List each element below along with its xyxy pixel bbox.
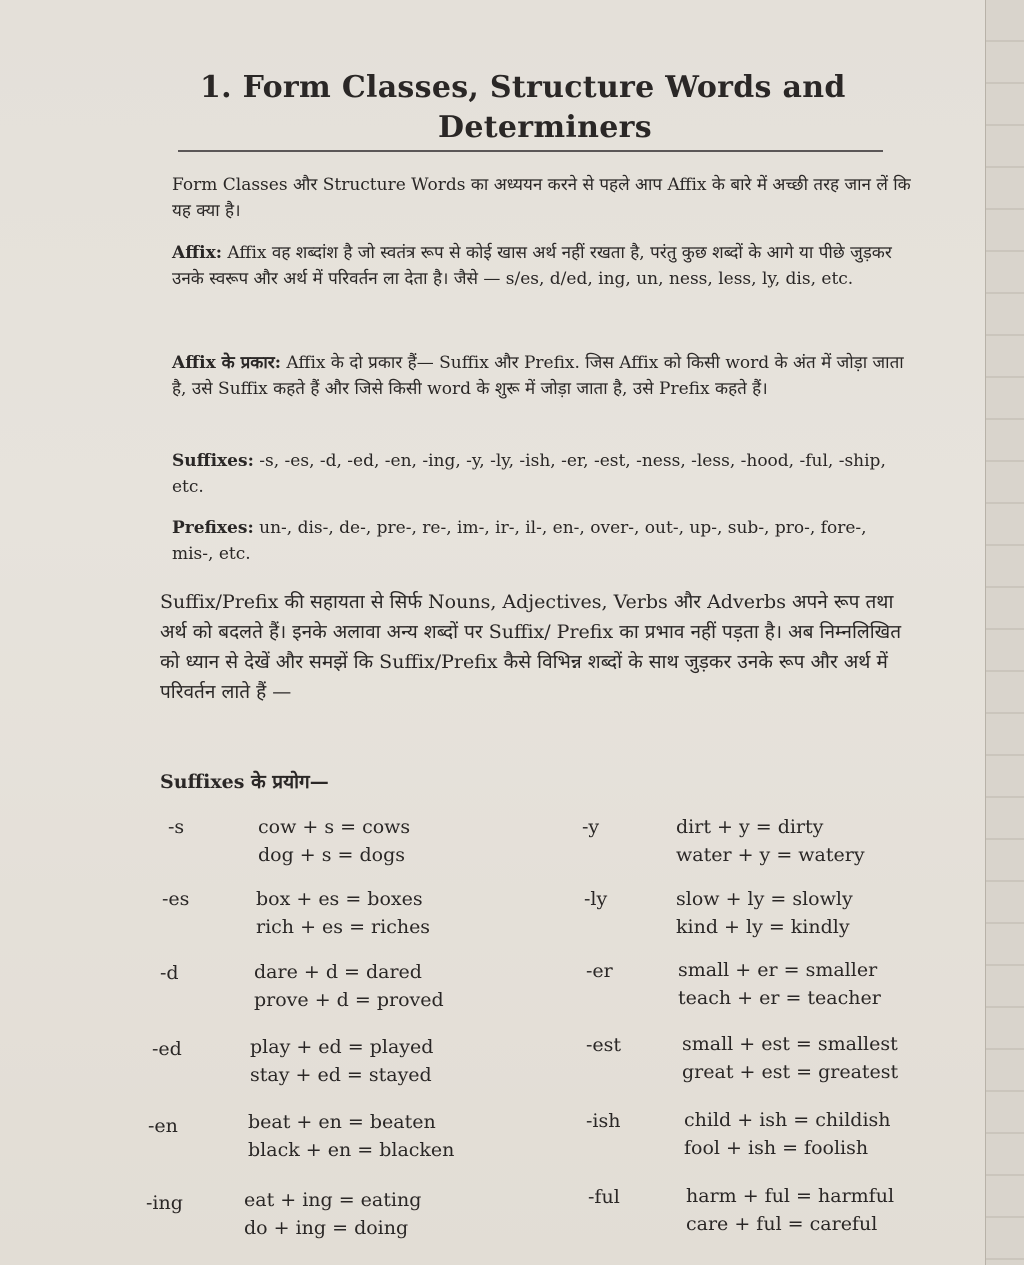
example-line: small + er = smaller: [678, 959, 878, 981]
types-text: Affix के दो प्रकार हैं— Suffix और Prefix. जिस Affix को किसी word के अंत में जोड़ा जाता है, उसे Suffix कहते हैं और जिसे किसी word के शुरू में जोड़ा जाता है, उसे Prefix कहते हैं।: [172, 353, 904, 399]
example-line: stay + ed = stayed: [250, 1064, 432, 1086]
example-pair: [676, 885, 853, 941]
example-pair: [250, 1033, 433, 1089]
affix-definition: [172, 240, 912, 292]
suffix-label: -est: [586, 1034, 622, 1056]
example-pair: [258, 813, 410, 869]
example-pair: [244, 1186, 421, 1242]
example-pair: [686, 1182, 894, 1238]
main-paragraph: Suffix/Prefix की सहायता से सिर्फ Nouns, Adjectives, Verbs और Adverbs अपने रूप तथा अर्थ को बदलते हैं। इनके अलावा अन्य शब्दों पर Suffix/ Prefix का प्रभाव नहीं पड़ता है। अब निम्नलिखित को ध्यान से देखें और समझें कि Suffix/Prefix कैसे विभिन्न शब्दों के साथ जुड़कर उनके रूप और अर्थ में परिवर्तन लाते हैं —: [160, 591, 902, 703]
example-pair: [682, 1030, 898, 1086]
example-pair: [676, 813, 865, 869]
example-pair: [684, 1106, 891, 1162]
suffix-label: -ly: [584, 888, 608, 910]
example-pair: [678, 956, 881, 1012]
suffixes-label: Suffixes:: [172, 451, 254, 471]
affix-text: Affix वह शब्दांश है जो स्वतंत्र रूप से कोई खास अर्थ नहीं रखता है, परंतु कुछ शब्दों के आगे या पीछे जुड़कर उनके स्वरूप और अर्थ में परिवर्तन ला देता है। जैसे — s/es, d/ed, ing, un, ness, less, ly, dis, etc.: [172, 243, 892, 289]
example-line: harm + ful = harmful: [686, 1185, 895, 1207]
example-line: eat + ing = eating: [244, 1189, 422, 1211]
example-line: box + es = boxes: [256, 888, 423, 910]
example-line: beat + en = beaten: [248, 1111, 436, 1133]
example-line: great + est = greatest: [682, 1061, 899, 1083]
page-stack-edge: [985, 0, 1024, 1265]
example-line: water + y = watery: [676, 844, 865, 866]
affix-label: Affix:: [172, 243, 223, 263]
example-line: teach + er = teacher: [678, 987, 881, 1009]
example-line: fool + ish = foolish: [684, 1137, 869, 1159]
intro-paragraph: Form Classes और Structure Words का अध्ययन करने से पहले आप Affix के बारे में अच्छी तरह जान लें कि यह क्या है।: [172, 175, 911, 221]
example-line: do + ing = doing: [244, 1217, 409, 1239]
example-line: dare + d = dared: [254, 961, 422, 983]
suffix-label: -ish: [586, 1110, 621, 1132]
example-line: rich + es = riches: [256, 916, 431, 938]
suffix-label: -y: [582, 816, 600, 838]
prefixes-text: un-, dis-, de-, pre-, re-, im-, ir-, il-, en-, over-, out-, up-, sub-, pro-, fore-, mis-, etc.: [172, 518, 867, 564]
suffix-label: -s: [168, 816, 185, 838]
example-pair: [248, 1108, 454, 1164]
suffix-label: -ed: [152, 1038, 182, 1060]
title-line-1: 1. Form Classes, Structure Words and: [200, 70, 846, 105]
example-line: prove + d = proved: [254, 989, 444, 1011]
example-line: slow + ly = slowly: [676, 888, 853, 910]
suffix-label: -ful: [588, 1186, 620, 1208]
suffix-label: -en: [148, 1115, 178, 1137]
types-label: Affix के प्रकार:: [172, 353, 281, 373]
example-line: care + ful = careful: [686, 1213, 878, 1235]
suffix-label: -er: [586, 960, 613, 982]
prefixes-list: [172, 515, 912, 567]
suffixes-list: [172, 448, 912, 500]
example-line: play + ed = played: [250, 1036, 434, 1058]
example-line: black + en = blacken: [248, 1139, 455, 1161]
suffix-label: -es: [162, 888, 190, 910]
section-heading: Suffixes के प्रयोग—: [160, 771, 329, 793]
example-line: cow + s = cows: [258, 816, 411, 838]
suffix-label: -d: [160, 962, 179, 984]
example-line: dog + s = dogs: [258, 844, 406, 866]
affix-types: [172, 350, 912, 402]
example-line: small + est = smallest: [682, 1033, 898, 1055]
example-line: dirt + y = dirty: [676, 816, 824, 838]
title-underline: [178, 150, 883, 152]
example-line: kind + ly = kindly: [676, 916, 850, 938]
title-line-2: Determiners: [438, 110, 652, 145]
example-line: child + ish = childish: [684, 1109, 891, 1131]
example-pair: [256, 885, 430, 941]
chapter-title: [200, 68, 900, 148]
suffix-label: -ing: [146, 1192, 183, 1214]
example-pair: [254, 958, 444, 1014]
suffixes-text: -s, -es, -d, -ed, -en, -ing, -y, -ly, -ish, -er, -est, -ness, -less, -hood, -ful, -ship, etc.: [172, 451, 886, 497]
prefixes-label: Prefixes:: [172, 518, 254, 538]
